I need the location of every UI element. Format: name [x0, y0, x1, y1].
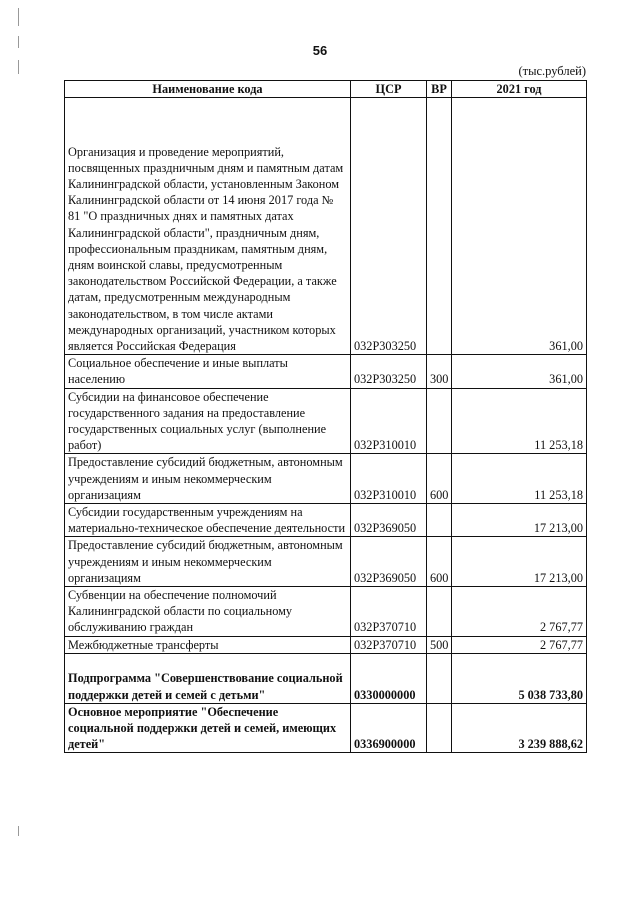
row-amount: 11 253,18: [452, 454, 587, 504]
row-vr: [427, 587, 452, 637]
header-csr: ЦСР: [351, 81, 427, 98]
row-amount: 17 213,00: [452, 504, 587, 537]
margin-mark: [18, 60, 19, 74]
header-year: 2021 год: [452, 81, 587, 98]
row-vr: [427, 703, 452, 753]
table-row: [65, 537, 587, 587]
header-name: Наименование кода: [65, 81, 351, 98]
table-row: [65, 587, 587, 637]
row-csr: 032P369050: [351, 537, 427, 587]
row-name: Подпрограмма "Совершенствование социальной поддержки детей и семей с детьми": [65, 653, 351, 703]
row-csr: 0336900000: [351, 703, 427, 753]
table-row: [65, 636, 587, 653]
table-row: [65, 504, 587, 537]
units-label: (тыс.рублей): [518, 64, 586, 78]
row-amount: 11 253,18: [452, 388, 587, 454]
row-csr: 032P369050: [351, 504, 427, 537]
table-row-main-activity: [65, 703, 587, 753]
table-row: [65, 98, 587, 355]
row-name: Предоставление субсидий бюджетным, автономным учреждениям и иным некоммерческим организациям: [65, 537, 351, 587]
row-csr: 032P303250: [351, 98, 427, 355]
row-vr: 300: [427, 355, 452, 388]
row-csr: 032P310010: [351, 454, 427, 504]
row-vr: [427, 98, 452, 355]
row-name: Межбюджетные трансферты: [65, 636, 351, 653]
table-row: [65, 388, 587, 454]
header-vr: ВР: [427, 81, 452, 98]
row-vr: 500: [427, 636, 452, 653]
row-amount: 361,00: [452, 355, 587, 388]
table-row-subprogram: [65, 653, 587, 703]
row-vr: [427, 653, 452, 703]
row-amount: 2 767,77: [452, 636, 587, 653]
row-name: Основное мероприятие "Обеспечение социальной поддержки детей и семей, имеющих детей": [65, 703, 351, 753]
row-name: Социальное обеспечение и иные выплаты населению: [65, 355, 351, 388]
row-csr: 032P370710: [351, 587, 427, 637]
table-row: [65, 355, 587, 388]
row-name: Субсидии государственным учреждениям на материально-техническое обеспечение деятельности: [65, 504, 351, 537]
budget-table: [64, 80, 587, 753]
row-csr: 032P310010: [351, 388, 427, 454]
row-name: Субвенции на обеспечение полномочий Калининградской области по социальному обслуживанию граждан: [65, 587, 351, 637]
row-name: Субсидии на финансовое обеспечение государственного задания на предоставление государственных социальных услуг (выполнение работ): [65, 388, 351, 454]
row-amount: 5 038 733,80: [452, 653, 587, 703]
row-name: Предоставление субсидий бюджетным, автономным учреждениям и иным некоммерческим организациям: [65, 454, 351, 504]
row-amount: 2 767,77: [452, 587, 587, 637]
row-csr: 032P303250: [351, 355, 427, 388]
row-vr: [427, 388, 452, 454]
margin-mark: [18, 36, 19, 48]
row-csr: 032P370710: [351, 636, 427, 653]
row-amount: 17 213,00: [452, 537, 587, 587]
page-number: 56: [312, 43, 328, 58]
table-header-row: [65, 81, 587, 98]
row-vr: [427, 504, 452, 537]
row-csr: 0330000000: [351, 653, 427, 703]
row-amount: 3 239 888,62: [452, 703, 587, 753]
row-vr: 600: [427, 537, 452, 587]
table-row: [65, 454, 587, 504]
margin-mark: [18, 8, 19, 26]
row-vr: 600: [427, 454, 452, 504]
margin-mark: [18, 826, 19, 836]
row-amount: 361,00: [452, 98, 587, 355]
row-name: Организация и проведение мероприятий, посвященных праздничным дням и памятным датам Калининградской области, установленным Законом Калининградской области от 14 июня 2017 года № 81 "О праздничных днях и памятных датах Калининградской области", праздничным дням, профессиональным праздникам, памятным дням, дням воинской славы, предусмотренным законодательством Российской Федерации, а также датам, предусмотренным международным законодательством, в том числе актами международных организаций, участником которых является Российская Федерация: [65, 98, 351, 355]
